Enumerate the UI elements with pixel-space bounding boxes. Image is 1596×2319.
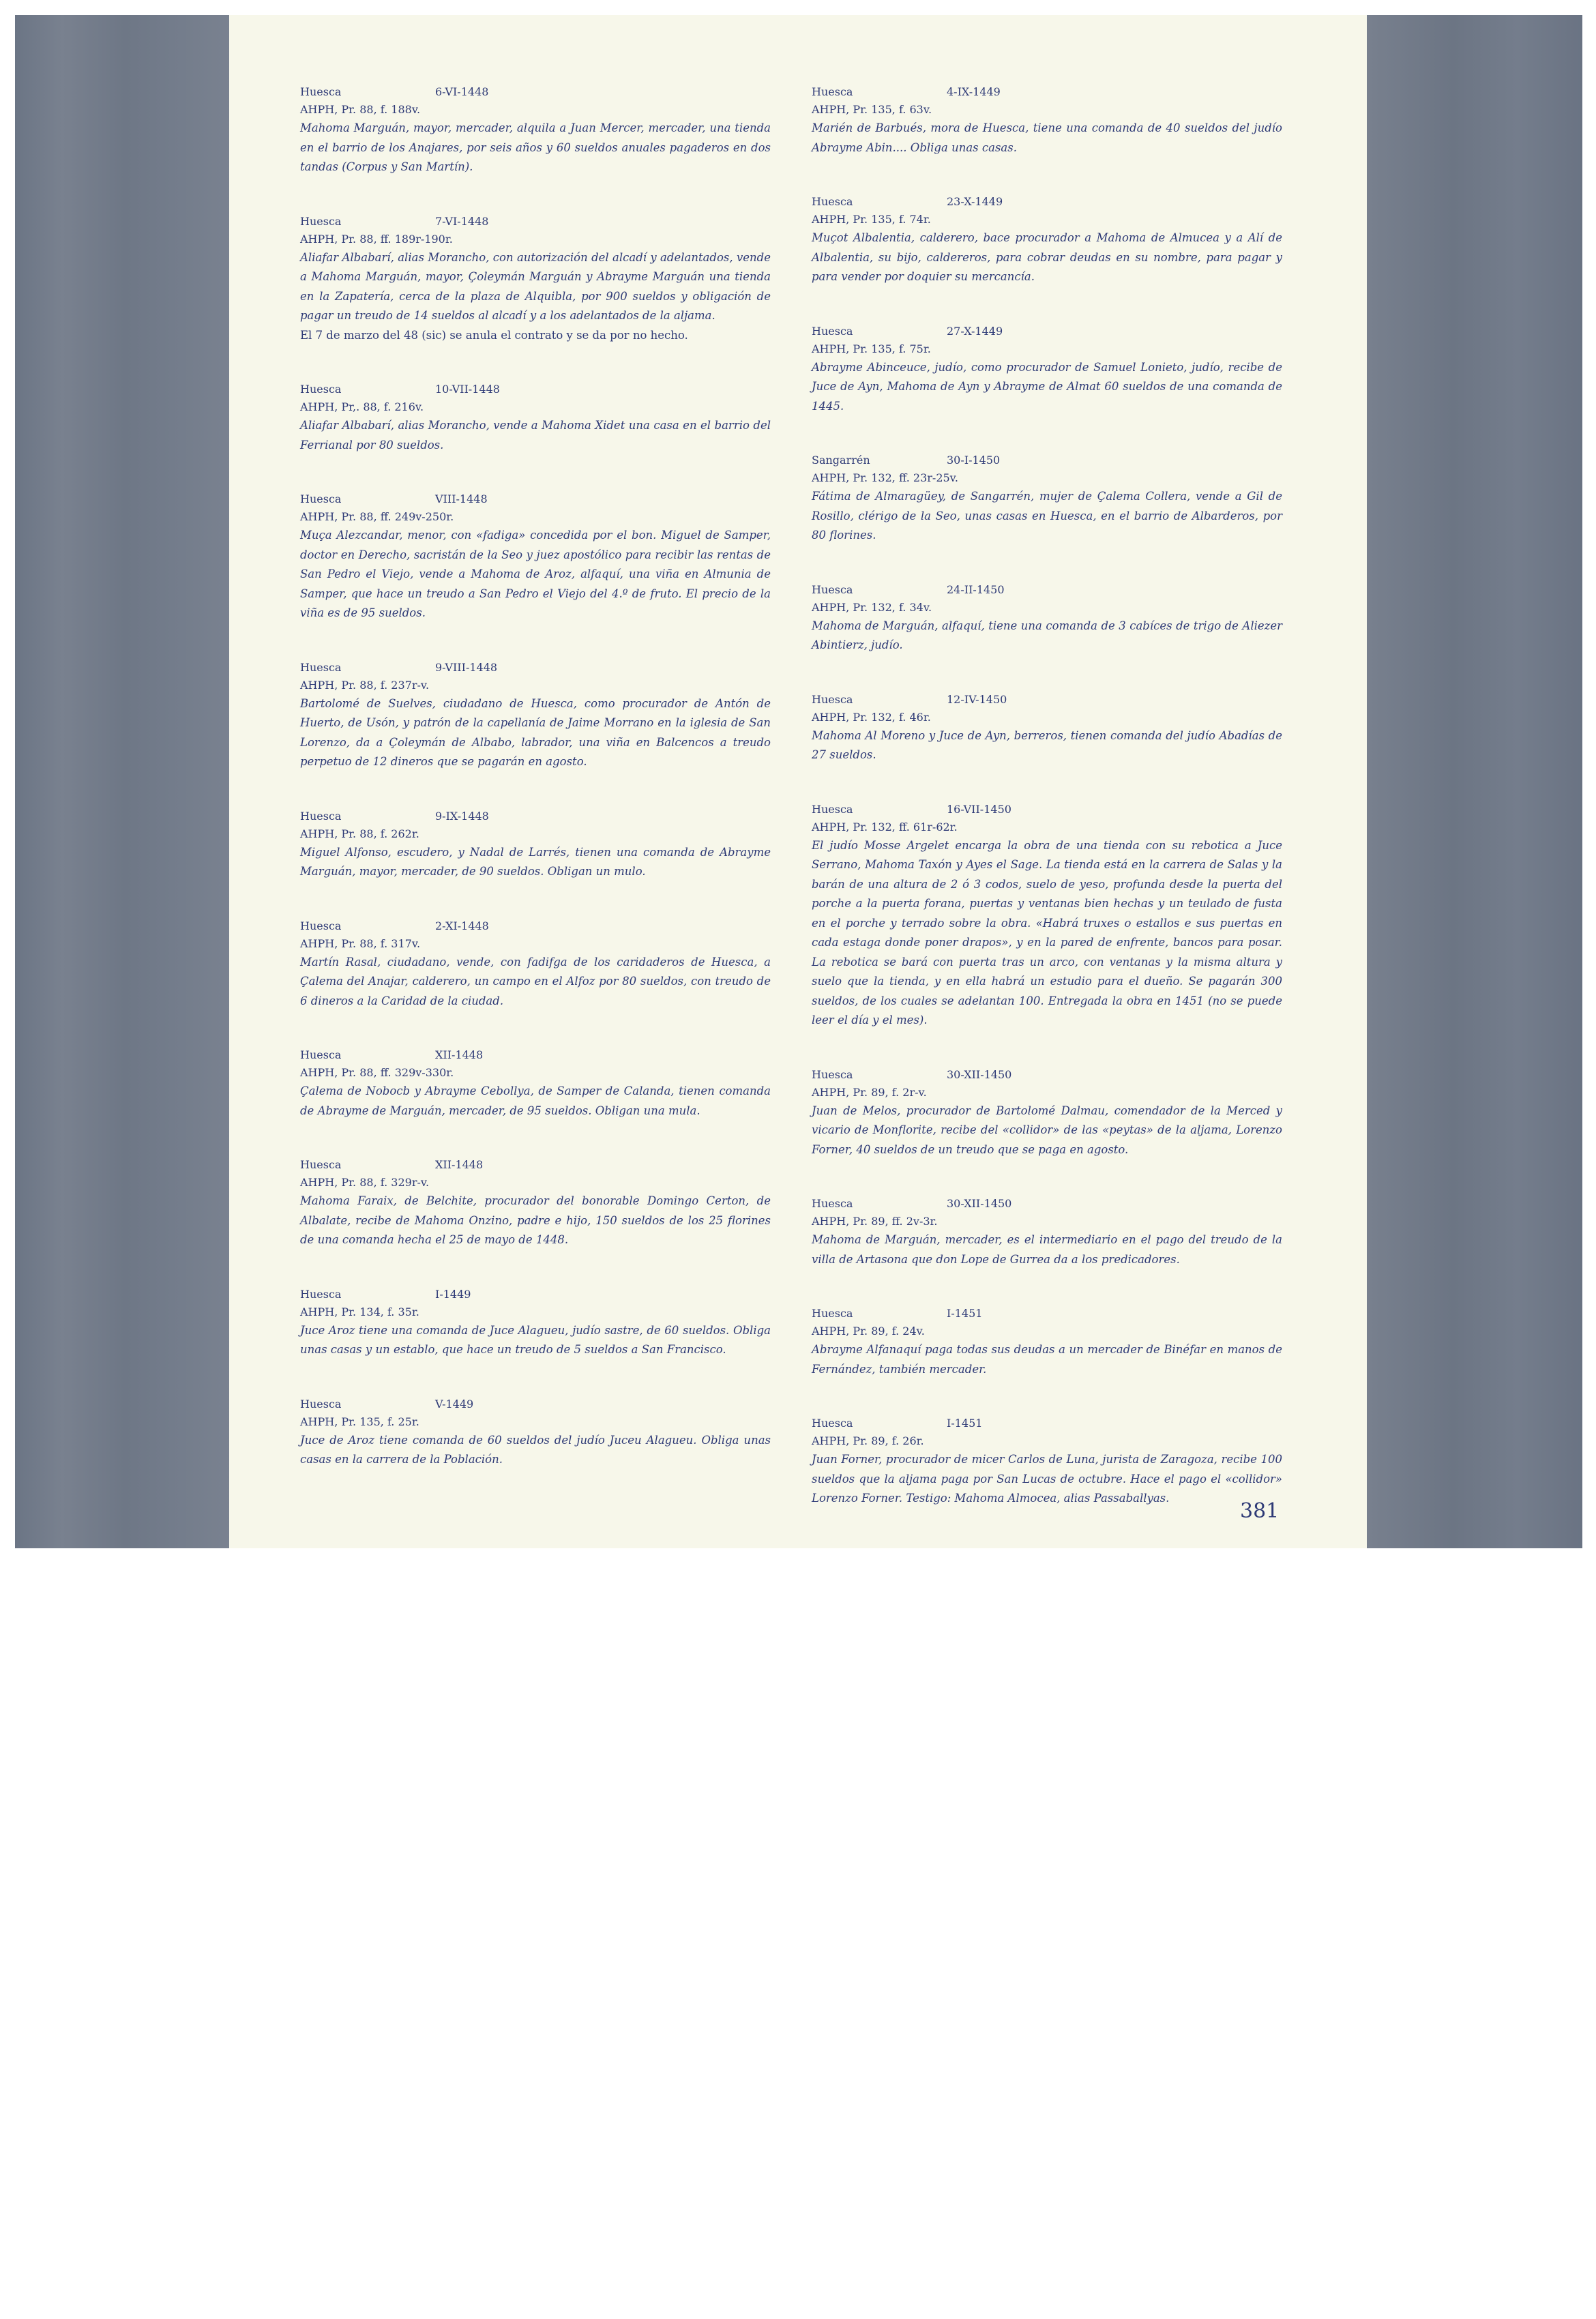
entry-abstract: Mahoma Faraix, de Belchite, procurador del bonorable Domingo Certon, de Albalate, recibe de Mahoma Onzino, padre e hijo, 150 sueldos de los 25 florines de una comanda hecha el 25 de mayo de 1448. <box>300 1194 771 1246</box>
entry-date: XII-1448 <box>435 1158 484 1171</box>
document-entry <box>300 917 771 1011</box>
document-entry <box>300 659 771 772</box>
entry-archive-ref: AHPH, Pr. 88, ff. 189r-190r. <box>300 232 453 246</box>
entry-abstract: Marién de Barbués, mora de Huesca, tiene una comanda de 40 sueldos del judío Abrayme Abin.... Obliga unas casas. <box>812 121 1282 154</box>
entry-place: Huesca <box>300 1048 342 1061</box>
entry-place: Huesca <box>812 582 853 596</box>
document-entry <box>812 1066 1282 1160</box>
entry-archive-ref: AHPH, Pr. 88, f. 317v. <box>300 936 421 950</box>
entry-archive-ref: AHPH, Pr. 135, f. 25r. <box>300 1415 419 1428</box>
entry-place: Huesca <box>300 809 342 823</box>
entry-place: Huesca <box>812 692 853 706</box>
document-page <box>229 15 1367 1548</box>
entry-date: 16-VII-1450 <box>947 802 1011 816</box>
document-entry <box>812 801 1282 1031</box>
entry-date: 27-X-1449 <box>947 324 1003 338</box>
entry-abstract: Martín Rasal, ciudadano, vende, con fadifga de los caridaderos de Huesca, a Çalema del Anajar, calderero, un campo en el Alfoz por 80 sueldos, con treudo de 6 dineros a la Caridad de la ciudad. <box>300 955 771 1007</box>
entry-place: Huesca <box>300 383 342 396</box>
document-entry <box>300 1286 771 1360</box>
document-entry <box>812 193 1282 287</box>
entry-header <box>300 1046 771 1064</box>
entry-place: Huesca <box>812 324 853 338</box>
entry-archive-ref: AHPH, Pr. 88, f. 188v. <box>300 103 421 116</box>
entry-archive-ref: AHPH, Pr. 88, ff. 329v-330r. <box>300 1066 454 1079</box>
entry-date: 30-I-1450 <box>947 454 1001 467</box>
entry-abstract: Juan de Melos, procurador de Bartolomé Dalmau, comendador de la Merced y vicario de Monflorite, recibe del «collidor» de las «peytas» de la aljama, Lorenzo Forner, 40 sueldos de un treudo que se paga en agosto. <box>812 1104 1282 1156</box>
entry-place: Huesca <box>812 1307 853 1320</box>
entry-date: 9-IX-1448 <box>435 809 489 823</box>
entry-place: Huesca <box>300 85 342 98</box>
entry-date: I-1451 <box>947 1417 983 1430</box>
entry-archive-ref: AHPH, Pr. 89, ff. 2v-3r. <box>812 1215 938 1228</box>
entry-archive-ref: AHPH, Pr. 88, f. 262r. <box>300 827 419 840</box>
entry-header <box>812 452 1282 469</box>
entry-abstract: Muçot Albalentia, calderero, bace procurador a Mahoma de Almucea y a Alí de Albalentia, su bijo, caldereros, para cobrar deudas en su nombre, para pagar y para vender por doquier su mercancía. <box>812 231 1282 283</box>
entry-abstract: Miguel Alfonso, escudero, y Nadal de Larrés, tienen una comanda de Abrayme Marguán, mayor, mercader, de 90 sueldos. Obligan un mulo. <box>300 845 771 878</box>
entry-header <box>300 381 771 398</box>
entry-archive-ref: AHPH, Pr. 135, f. 75r. <box>812 342 931 355</box>
right-column <box>812 83 1282 1544</box>
entry-archive-ref: AHPH, Pr. 135, f. 74r. <box>812 213 931 226</box>
entry-header <box>812 193 1282 211</box>
entry-note: El 7 de marzo del 48 (sic) se anula el contrato y se da por no hecho. <box>300 328 688 342</box>
entry-date: 23-X-1449 <box>947 195 1003 208</box>
entry-date: 12-IV-1450 <box>947 692 1007 706</box>
entry-place: Huesca <box>300 1397 342 1410</box>
entry-header <box>300 490 771 508</box>
entry-abstract: Juce de Aroz tiene comanda de 60 sueldos del judío Juceu Alagueu. Obliga unas casas en la carrera de la Población. <box>300 1433 771 1466</box>
document-entry <box>300 490 771 623</box>
left-column <box>300 83 771 1505</box>
entry-place: Huesca <box>300 660 342 674</box>
entry-header <box>300 917 771 935</box>
entry-date: 4-IX-1449 <box>947 85 1001 98</box>
scan-background-right <box>1367 15 1582 1548</box>
document-entry <box>300 808 771 882</box>
document-entry <box>812 1305 1282 1379</box>
entry-abstract: Bartolomé de Suelves, ciudadano de Huesca, como procurador de Antón de Huerto, de Usón, y patrón de la capellanía de Jaime Morrano en la iglesia de San Lorenzo, da a Çoleymán de Albabo, labrador, una viña en Balcencos a treudo perpetuo de 12 dineros que se pagarán en agosto. <box>300 696 771 768</box>
entry-header <box>812 1195 1282 1213</box>
entry-abstract: Abrayme Abinceuce, judío, como procurador de Samuel Lonieto, judío, recibe de Juce de Ayn, Mahoma de Ayn y Abrayme de Almat 60 sueldos de una comanda de 1445. <box>812 360 1282 413</box>
entry-archive-ref: AHPH, Pr. 89, f. 26r. <box>812 1434 924 1447</box>
entry-header <box>812 1415 1282 1432</box>
entry-archive-ref: AHPH, Pr. 88, f. 329r-v. <box>300 1176 430 1189</box>
document-entry <box>812 1415 1282 1509</box>
entry-archive-ref: AHPH, Pr,. 88, f. 216v. <box>300 400 424 413</box>
entry-place: Huesca <box>812 1067 853 1081</box>
entry-place: Huesca <box>812 85 853 98</box>
document-entry <box>812 691 1282 765</box>
entry-header <box>812 691 1282 709</box>
entry-archive-ref: AHPH, Pr. 134, f. 35r. <box>300 1305 419 1318</box>
entry-header <box>812 581 1282 599</box>
entry-header <box>300 83 771 101</box>
entry-abstract: El judío Mosse Argelet encarga la obra de una tienda con su rebotica a Juce Serrano, Mahoma Taxón y Ayes el Sage. La tienda está en la carrera de Salas y la barán de una altura de 2 ó 3 codos, suelo de yeso, profunda desde la puerta del porche a la puerta forana, puertas y ventanas bien hechas y un teulado de fusta en el porche y terrado sobre la obra. «Habrá truxes o estallos e sus puertas en cada estaga donde poner drapos», y en la pared de enfrente, bancos para posar. La rebotica se bará con puerta tras un arco, con ventanas y la misma altura y suelo que la tienda, y en ella habrá un estudio para el dueño. Se pagarán 300 sueldos, de los cuales se adelantan 100. Entregada la obra en 1451 (no se puede leer el día y el mes). <box>812 838 1282 1026</box>
entry-date: 9-VIII-1448 <box>435 660 498 674</box>
entry-date: 6-VI-1448 <box>435 85 489 98</box>
entry-header <box>812 801 1282 818</box>
document-entry <box>812 83 1282 158</box>
page-number: 381 <box>1240 1499 1280 1523</box>
entry-header <box>300 1286 771 1303</box>
entry-abstract: Mahoma Marguán, mayor, mercader, alquila a Juan Mercer, mercader, una tienda en el barrio de los Anajares, por seis años y 60 sueldos anuales pagaderos en dos tandas (Corpus y San Martín). <box>300 121 771 173</box>
entry-archive-ref: AHPH, Pr. 132, f. 46r. <box>812 710 931 724</box>
entry-archive-ref: AHPH, Pr. 88, f. 237r-v. <box>300 678 430 692</box>
document-entry <box>300 213 771 346</box>
entry-date: I-1451 <box>947 1307 983 1320</box>
entry-header <box>812 323 1282 340</box>
document-entry <box>300 1046 771 1121</box>
entry-date: V-1449 <box>435 1397 474 1410</box>
entry-header <box>300 808 771 825</box>
document-entry <box>300 1395 771 1470</box>
entry-header <box>300 213 771 231</box>
entry-place: Sangarrén <box>812 454 870 467</box>
document-entry <box>812 581 1282 655</box>
entry-archive-ref: AHPH, Pr. 135, f. 63v. <box>812 103 932 116</box>
entry-abstract: Abrayme Alfanaquí paga todas sus deudas a un mercader de Binéfar en manos de Fernández, también mercader. <box>812 1343 1282 1376</box>
entry-archive-ref: AHPH, Pr. 132, ff. 61r-62r. <box>812 820 958 833</box>
entry-date: 30-XII-1450 <box>947 1067 1012 1081</box>
entry-abstract: Aliafar Albabarí, alias Morancho, vende a Mahoma Xidet una casa en el barrio del Ferrianal por 80 sueldos. <box>300 419 771 452</box>
entry-place: Huesca <box>300 1287 342 1301</box>
entry-abstract: Mahoma de Marguán, mercader, es el intermediario en el pago del treudo de la villa de Artasona que don Lope de Gurrea da a los predicadores. <box>812 1233 1282 1266</box>
entry-abstract: Aliafar Albabarí, alias Morancho, con autorización del alcadí y adelantados, vende a Mahoma Marguán, mayor, Çoleymán Marguán y Abrayme Marguán una tienda en la Zapatería, cerca de la plaza de Alquibla, por 900 sueldos y obligación de pagar un treudo de 14 sueldos al alcadí y a los adelantados de la aljama. <box>300 250 771 322</box>
entry-place: Huesca <box>300 214 342 228</box>
entry-date: XII-1448 <box>435 1048 484 1061</box>
entry-date: 7-VI-1448 <box>435 214 489 228</box>
entry-header <box>300 1395 771 1413</box>
entry-archive-ref: AHPH, Pr. 88, ff. 249v-250r. <box>300 510 454 523</box>
document-entry <box>812 323 1282 417</box>
entry-date: 2-XI-1448 <box>435 919 489 932</box>
entry-archive-ref: AHPH, Pr. 132, ff. 23r-25v. <box>812 471 958 484</box>
entry-archive-ref: AHPH, Pr. 89, f. 24v. <box>812 1325 925 1338</box>
entry-date: 30-XII-1450 <box>947 1197 1012 1210</box>
entry-place: Huesca <box>300 1158 342 1171</box>
entry-place: Huesca <box>300 492 342 505</box>
entry-header <box>812 1066 1282 1084</box>
entry-abstract: Mahoma Al Moreno y Juce de Ayn, berreros, tienen comanda del judío Abadías de 27 sueldos. <box>812 728 1282 761</box>
entry-place: Huesca <box>812 1197 853 1210</box>
entry-abstract: Muça Alezcandar, menor, con «fadiga» concedida por el bon. Miguel de Samper, doctor en Derecho, sacristán de la Seo y juez apostólico para recibir las rentas de San Pedro el Viejo, vende a Mahoma de Aroz, alfaquí, una viña en Almunia de Samper, que hace un treudo a San Pedro el Viejo del 4.º de fruto. El precio de la viña es de 95 sueldos. <box>300 529 771 619</box>
entry-abstract: Fátima de Almaragüey, de Sangarrén, mujer de Çalema Collera, vende a Gil de Rosillo, clérigo de la Seo, unas casas en Huesca, en el barrio de Albarderos, por 80 florines. <box>812 490 1282 542</box>
entry-place: Huesca <box>812 802 853 816</box>
entry-place: Huesca <box>300 919 342 932</box>
entry-abstract: Juan Forner, procurador de micer Carlos de Luna, jurista de Zaragoza, recibe 100 sueldos que la aljama paga por San Lucas de octubre. Hace el pago el «collidor» Lorenzo Forner. Testigo: Mahoma Almocea, alias Passaballyas. <box>812 1453 1282 1505</box>
document-entry <box>812 452 1282 546</box>
document-entry <box>300 381 771 455</box>
entry-abstract: Juce Aroz tiene una comanda de Juce Alagueu, judío sastre, de 60 sueldos. Obliga unas casas y un establo, que hace un treudo de 5 sueldos a San Francisco. <box>300 1323 771 1356</box>
entry-date: VIII-1448 <box>435 492 488 505</box>
entry-header <box>812 83 1282 101</box>
entry-header <box>812 1305 1282 1323</box>
entry-date: 24-II-1450 <box>947 582 1005 596</box>
entry-place: Huesca <box>812 195 853 208</box>
entry-date: I-1449 <box>435 1287 471 1301</box>
entry-archive-ref: AHPH, Pr. 89, f. 2r-v. <box>812 1085 927 1099</box>
entry-archive-ref: AHPH, Pr. 132, f. 34v. <box>812 600 932 614</box>
entry-header <box>300 1156 771 1174</box>
document-entry <box>300 83 771 177</box>
entry-abstract: Mahoma de Marguán, alfaquí, tiene una comanda de 3 cabíces de trigo de Aliezer Abintierz, judío. <box>812 619 1282 651</box>
entry-header <box>300 659 771 677</box>
entry-date: 10-VII-1448 <box>435 383 500 396</box>
document-entry <box>812 1195 1282 1269</box>
document-entry <box>300 1156 771 1250</box>
entry-place: Huesca <box>812 1417 853 1430</box>
entry-abstract: Çalema de Nobocb y Abrayme Cebollya, de Samper de Calanda, tienen comanda de Abrayme de Marguán, mercader, de 95 sueldos. Obligan una mula. <box>300 1084 771 1117</box>
